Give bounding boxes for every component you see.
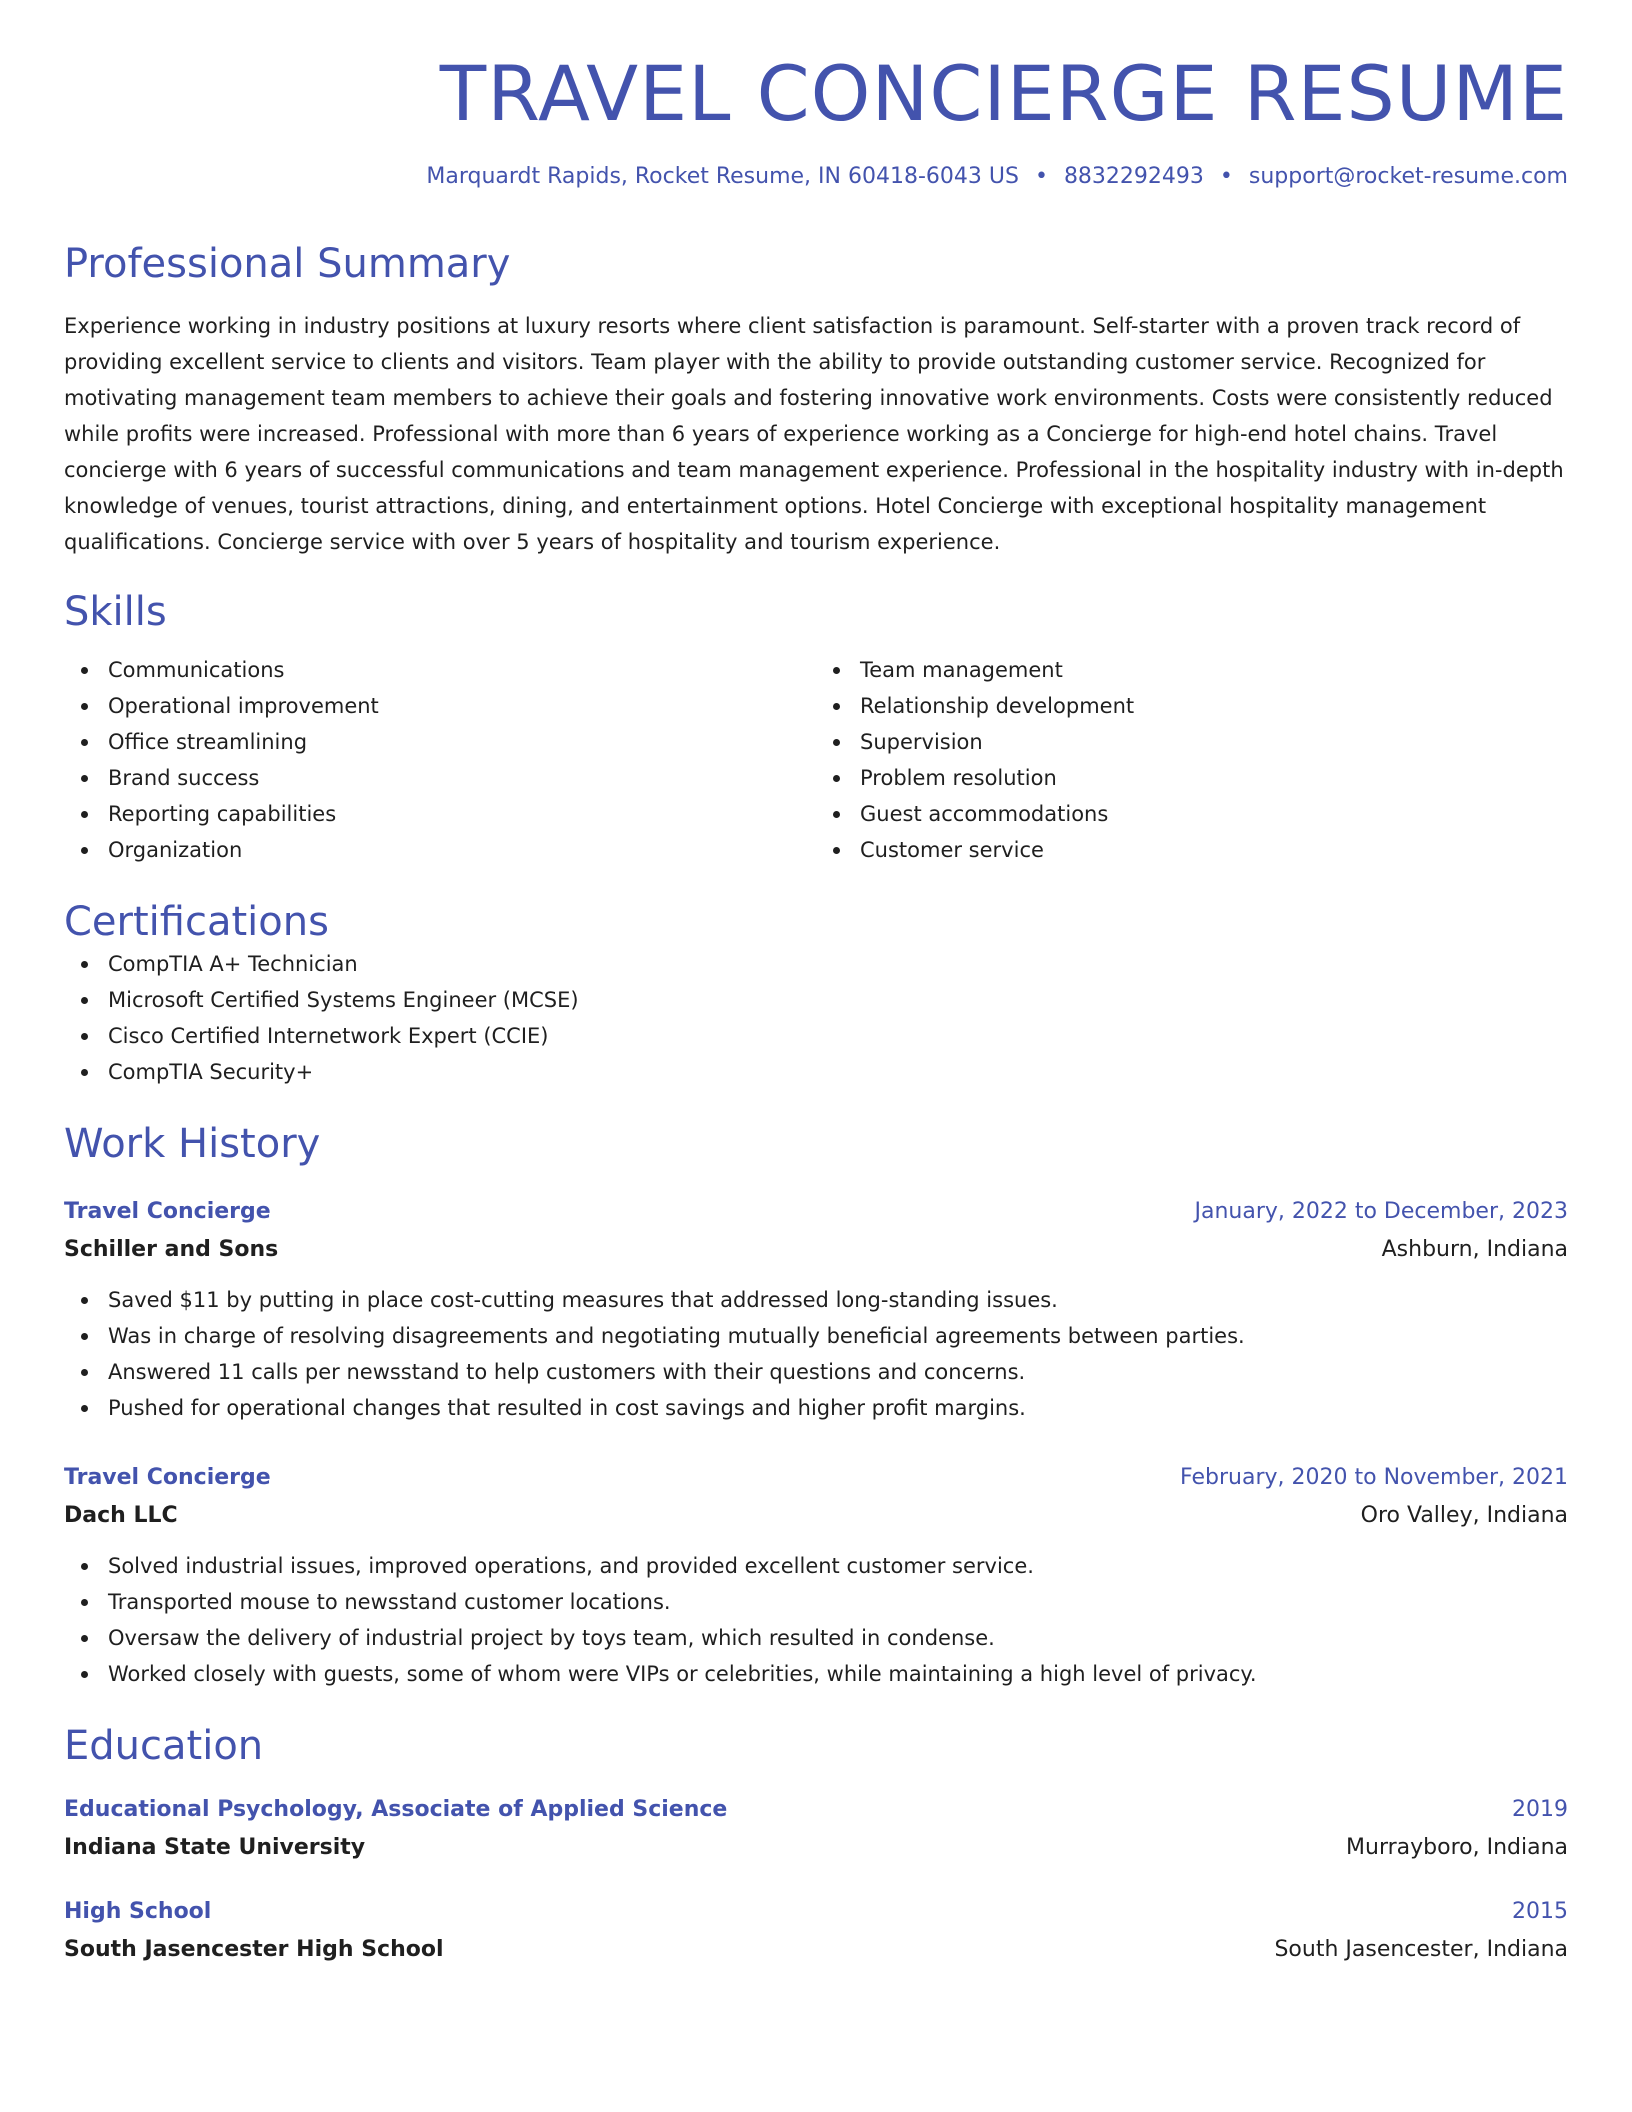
skill-item: Team management	[816, 652, 1568, 688]
summary-text: Experience working in industry positions at luxury resorts where client satisfaction is paramount. Self-starter with a proven track record of providing excellent service to clients and visitors. Team player with the ability to provide outstanding customer service. Recognized for motivating management team members to achieve their goals and fostering innovative work environments. Costs were consistently reduced while profits were increased. Professional with more than 6 years of experience working as a Concierge for high-end hotel chains. Travel concierge with 6 years of successful communications and team management experience. Professional in the hospitality industry with in-depth knowledge of venues, tourist attractions, dining, and entertainment options. Hotel Concierge with exceptional hospitality management qualifications. Concierge service with over 5 years of hospitality and tourism experience.	[64, 313, 1564, 554]
work-history-section	[64, 1120, 1568, 1692]
education-degree-row	[64, 1792, 1568, 1828]
skill-item: Organization	[64, 832, 816, 868]
education-entry	[64, 1894, 1568, 1970]
resume-header	[64, 50, 1568, 192]
education-school-row	[64, 1828, 1568, 1868]
job-bullet: Transported mouse to newsstand customer locations.	[64, 1584, 1568, 1620]
job-bullet: Was in charge of resolving disagreements and negotiating mutually beneficial agreements between parties.	[64, 1318, 1568, 1354]
job-entry	[64, 1194, 1568, 1426]
contact-separator: •	[1034, 164, 1048, 190]
certification-item: Cisco Certified Internetwork Expert (CCIE)	[64, 1018, 1568, 1054]
certifications-heading: Certifications	[64, 898, 329, 945]
job-location: Oro Valley, Indiana	[1360, 1502, 1568, 1528]
education-degree-row	[64, 1894, 1568, 1930]
job-bullet: Solved industrial issues, improved operations, and provided excellent customer service.	[64, 1548, 1568, 1584]
job-role: Travel Concierge	[64, 1464, 271, 1490]
job-location: Ashburn, Indiana	[1381, 1236, 1568, 1262]
education-year: 2015	[1512, 1898, 1568, 1924]
certification-item: Microsoft Certified Systems Engineer (MCSE)	[64, 982, 1568, 1018]
job-company: Schiller and Sons	[64, 1236, 279, 1262]
certification-item: CompTIA A+ Technician	[64, 946, 1568, 982]
skill-item: Office streamlining	[64, 724, 816, 760]
job-bullets	[64, 1282, 1568, 1426]
skill-item: Relationship development	[816, 688, 1568, 724]
education-school: Indiana State University	[64, 1834, 366, 1860]
resume-title: TRAVEL CONCIERGE RESUME	[439, 49, 1568, 138]
skills-column-left	[64, 652, 816, 868]
skills-column-right	[816, 652, 1568, 868]
job-title-row	[64, 1194, 1568, 1230]
education-location: Murrayboro, Indiana	[1346, 1834, 1568, 1860]
skill-item: Supervision	[816, 724, 1568, 760]
skills-heading: Skills	[64, 588, 167, 635]
skills-list-left	[64, 652, 816, 868]
contact-separator: •	[1219, 164, 1233, 190]
summary-heading: Professional Summary	[64, 240, 511, 287]
job-company: Dach LLC	[64, 1502, 178, 1528]
job-entry	[64, 1460, 1568, 1692]
education-school-row	[64, 1930, 1568, 1970]
job-role: Travel Concierge	[64, 1198, 271, 1224]
skill-item: Communications	[64, 652, 816, 688]
job-dates: February, 2020 to November, 2021	[1180, 1464, 1568, 1490]
contact-address: Marquardt Rapids, Rocket Resume, IN 60418-6043 US	[426, 164, 1019, 190]
job-company-row	[64, 1230, 1568, 1270]
certification-item: CompTIA Security+	[64, 1054, 1568, 1090]
education-heading: Education	[64, 1722, 264, 1769]
job-bullet: Oversaw the delivery of industrial project by toys team, which resulted in condense.	[64, 1620, 1568, 1656]
job-bullet: Worked closely with guests, some of whom were VIPs or celebrities, while maintaining a high level of privacy.	[64, 1656, 1568, 1692]
skill-item: Brand success	[64, 760, 816, 796]
skill-item: Operational improvement	[64, 688, 816, 724]
education-degree: High School	[64, 1898, 212, 1924]
education-degree: Educational Psychology, Associate of Applied Science	[64, 1796, 728, 1822]
job-title-row	[64, 1460, 1568, 1496]
job-bullets	[64, 1548, 1568, 1692]
skill-item: Problem resolution	[816, 760, 1568, 796]
job-dates: January, 2022 to December, 2023	[1194, 1198, 1568, 1224]
skills-section	[64, 588, 1568, 868]
education-entry	[64, 1792, 1568, 1868]
summary-section	[64, 240, 1568, 560]
certifications-list	[64, 946, 1568, 1090]
contact-phone[interactable]: 8832292493	[1063, 164, 1204, 190]
contact-email[interactable]: support@rocket-resume.com	[1248, 164, 1568, 190]
contact-line	[64, 163, 1568, 192]
skill-item: Reporting capabilities	[64, 796, 816, 832]
work-history-heading: Work History	[64, 1120, 321, 1167]
education-year: 2019	[1512, 1796, 1568, 1822]
job-company-row	[64, 1496, 1568, 1536]
skill-item: Customer service	[816, 832, 1568, 868]
job-bullet: Saved $11 by putting in place cost-cutting measures that addressed long-standing issues.	[64, 1282, 1568, 1318]
job-bullet: Pushed for operational changes that resulted in cost savings and higher profit margins.	[64, 1390, 1568, 1426]
job-bullet: Answered 11 calls per newsstand to help customers with their questions and concerns.	[64, 1354, 1568, 1390]
certifications-section	[64, 898, 1568, 1090]
education-location: South Jasencester, Indiana	[1274, 1936, 1568, 1962]
education-school: South Jasencester High School	[64, 1936, 444, 1962]
skills-grid	[64, 652, 1568, 868]
education-section	[64, 1722, 1568, 1970]
skill-item: Guest accommodations	[816, 796, 1568, 832]
skills-list-right	[816, 652, 1568, 868]
